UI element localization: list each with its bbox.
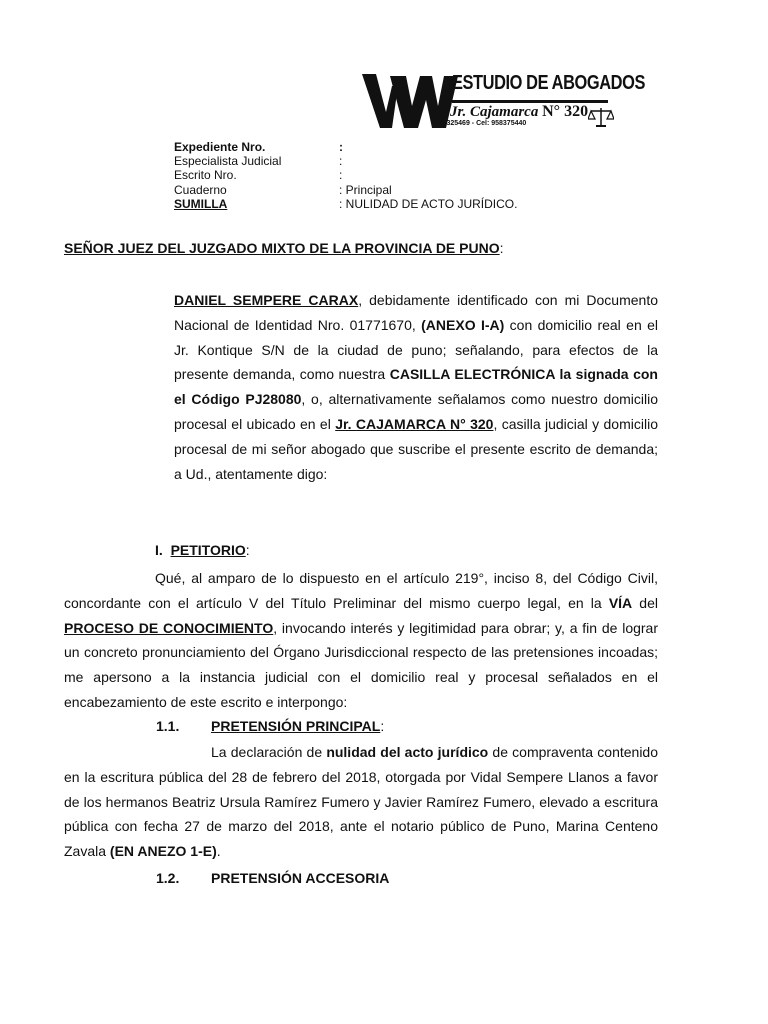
principal-claim-paragraph: La declaración de nulidad del acto jurídico de compraventa contenido en la escritura pública del 28 de febrero del 2018, otorgada por Vidal Sempere Llanos a favor de los hermanos Beatriz Ursula Ramírez Fumero y Javier Ramírez Fumero, elevado a escritura pública con fecha 27 de marzo del 2018, ante el notario público de Puno, Marina Centeno Zavala (EN ANEZO 1-E). <box>64 744 658 860</box>
logo-address: Jr. Cajamarca N° 320 <box>450 103 589 120</box>
addressee-heading: SEÑOR JUEZ DEL JUZGADO MIXTO DE LA PROVINCIA DE PUNO: <box>64 240 504 256</box>
scales-of-justice-icon <box>588 106 614 128</box>
section-petitorio-heading: I. PETITORIO: <box>155 542 250 558</box>
header-value: : <box>339 168 343 183</box>
header-label: Expediente Nro. <box>174 140 266 154</box>
electronic-box: CASILLA ELECTRÓNICA la signada con el Código PJ28080 <box>174 366 658 408</box>
header-label: SUMILLA <box>174 196 228 211</box>
header-value: : <box>339 140 343 154</box>
header-label: Cuaderno <box>174 182 227 197</box>
annex-ref: (ANEXO I-A) <box>421 316 505 333</box>
petitorio-paragraph: Qué, al amparo de lo dispuesto en el artículo 219°, inciso 8, del Código Civil, concordante con el artículo V del Título Preliminar del mismo cuerpo legal, en la VÍA del PROCESO DE CONOCIMIENTO, invocando interés y legitimidad para obrar; y, a fin de lograr un concreto pronunciamiento del Órgano Jurisdiccional respecto de las pretensiones incoadas; me apersono a la instancia judicial con el domicilio real y procesal señalados en el encabezamiento de este escrito e interpongo: <box>64 570 659 710</box>
header-label: Especialista Judicial <box>174 154 282 169</box>
principal-claim-heading: 1.1. <box>156 718 180 734</box>
procedural-address: Jr. CAJAMARCA N° 320 <box>335 415 494 432</box>
header-value: : NULIDAD DE ACTO JURÍDICO. <box>339 196 518 211</box>
header-label: Escrito Nro. <box>174 168 237 183</box>
accessory-claim-title: PRETENSIÓN ACCESORIA <box>211 870 390 886</box>
principal-claim-title: PRETENSIÓN PRINCIPAL: <box>211 718 385 734</box>
logo-firm-name: ESTUDIO DE ABOGADOS <box>452 72 645 94</box>
plaintiff-name: DANIEL SEMPERE CARAX <box>174 292 359 308</box>
logo-phones: Tel. 325469 - Cel: 958375440 <box>433 120 527 127</box>
accessory-claim-numeral: 1.2. <box>156 870 180 886</box>
header-value: : Principal <box>339 182 392 197</box>
header-value: : <box>339 154 343 169</box>
intro-paragraph: DANIEL SEMPERE CARAX, debidamente identificado con mi Documento Nacional de Identidad Nro. 01771670, (ANEXO I-A) con domicilio real en el Jr. Kontique S/N de la ciudad de puno; señalando, para efectos de la presente demanda, como nuestra CASILLA ELECTRÓNICA la signada con el Código PJ28080, o, alternativamente señalamos como nuestro domicilio procesal el ubicado en el Jr. CAJAMARCA N° 320, casilla judicial y domicilio procesal de mi señor abogado que suscribe el presente escrito de demanda; a Ud., atentamente digo: <box>174 292 659 482</box>
